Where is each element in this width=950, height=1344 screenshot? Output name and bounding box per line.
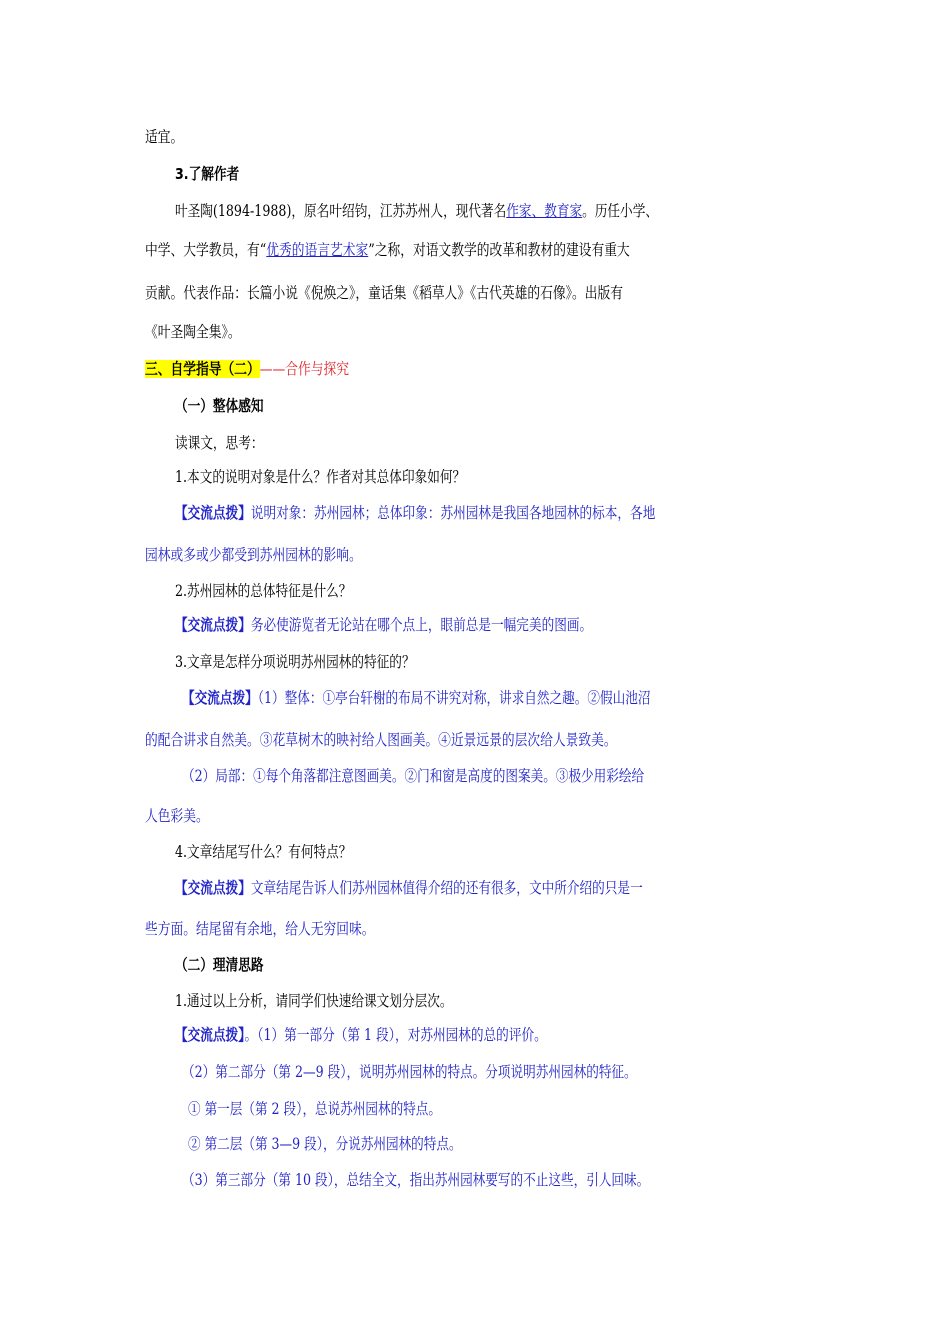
text: 。历任小学、 xyxy=(582,202,658,220)
text: 中学、大学教员，有“ xyxy=(145,241,267,259)
author-profession-link[interactable]: 作家、教育家 xyxy=(506,202,583,220)
answer-tag: 【交流点拨】 xyxy=(175,616,251,634)
answer-line xyxy=(175,615,807,635)
section-heading-self-study xyxy=(145,359,807,379)
paragraph-line xyxy=(145,322,807,342)
question-line xyxy=(175,581,807,601)
subsection-heading xyxy=(175,955,807,975)
paragraph-line xyxy=(175,201,807,221)
question-text: 2.苏州园林的总体特征是什么？ xyxy=(175,582,352,600)
answer-line xyxy=(182,688,807,708)
answer-text: ② 第二层（第 3—9 段），分说苏州园林的特点。 xyxy=(188,1135,462,1153)
answer-text: 人色彩美。 xyxy=(145,807,209,825)
answer-text: 说明对象：苏州园林；总体印象：苏州园林是我国各地园林的标本，各地 xyxy=(250,504,656,522)
answer-text: 的配合讲求自然美。③花草树木的映衬给人图画美。④近景远景的层次给人景致美。 xyxy=(145,731,617,749)
answer-line xyxy=(182,1170,807,1190)
text: 适宜。 xyxy=(145,128,184,146)
answer-line xyxy=(145,730,807,750)
question-text: 1.本文的说明对象是什么？作者对其总体印象如何？ xyxy=(175,468,466,486)
answer-tag: 【交流点拨】 xyxy=(175,1026,245,1044)
question-text: 4.文章结尾写什么？有何特点？ xyxy=(175,843,352,861)
answer-line xyxy=(145,806,807,826)
answer-text: ① 第一层（第 2 段），总说苏州园林的特点。 xyxy=(188,1100,441,1118)
answer-line xyxy=(182,766,807,786)
answer-text: （1）整体：①亭台轩榭的布局不讲究对称，讲求自然之趣。②假山池沼 xyxy=(257,689,651,707)
answer-text: （3）第三部分（第 10 段），总结全文，指出苏州园林要写的不止这些，引人回味。 xyxy=(182,1171,650,1189)
text: 《叶圣陶全集》。 xyxy=(145,323,241,341)
answer-line xyxy=(188,1134,807,1154)
section-heading-author xyxy=(175,164,807,184)
answer-text: 务必使游览者无论站在哪个点上，眼前总是一幅完美的图画。 xyxy=(250,616,593,634)
language-artist-link[interactable]: 优秀的语言艺术家 xyxy=(266,241,369,259)
answer-line xyxy=(175,878,807,898)
answer-line xyxy=(175,1025,807,1045)
heading-text: （二）理清思路 xyxy=(175,956,264,974)
question-line xyxy=(175,652,807,672)
answer-tag: 【交流点拨】 xyxy=(175,879,251,897)
paragraph-line xyxy=(175,433,807,453)
paragraph-line xyxy=(145,283,807,303)
question-text: 3.文章是怎样分项说明苏州园林的特征的？ xyxy=(175,653,415,671)
question-line xyxy=(175,842,807,862)
answer-text: 些方面。结尾留有余地，给人无穷回味。 xyxy=(145,920,375,938)
answer-line xyxy=(145,919,807,939)
question-line xyxy=(175,991,807,1011)
text: ”之称，对语文教学的改革和教材的建设有重大 xyxy=(368,241,630,259)
answer-line xyxy=(182,1062,807,1082)
text: 叶圣陶(1894-1988)，原名叶绍钧，江苏苏州人，现代著名 xyxy=(175,202,507,220)
highlighted-heading: 三、自学指导（二） xyxy=(145,360,260,378)
heading-text: （一）整体感知 xyxy=(175,397,264,415)
answer-text: 文章结尾告诉人们苏州园林值得介绍的还有很多，文中所介绍的只是一 xyxy=(250,879,643,897)
heading-text: 3.了解作者 xyxy=(175,165,240,183)
heading-subtitle: ——合作与探究 xyxy=(259,360,349,378)
answer-text: （2）第二部分（第 2—9 段），说明苏州园林的特点。分项说明苏州园林的特征。 xyxy=(182,1063,637,1081)
answer-text: 。（1）第一部分（第 1 段），对苏州园林的总的评价。 xyxy=(244,1026,547,1044)
answer-text: 园林或多或少都受到苏州园林的影响。 xyxy=(145,546,362,564)
answer-tag: 【交流点拨】 xyxy=(182,689,258,707)
paragraph-line xyxy=(145,240,807,260)
answer-tag: 【交流点拨】 xyxy=(175,504,251,522)
answer-line xyxy=(188,1099,807,1119)
question-text: 1.通过以上分析，请同学们快速给课文划分层次。 xyxy=(175,992,453,1010)
text: 读课文，思考： xyxy=(175,434,264,452)
paragraph-line xyxy=(145,127,807,147)
subsection-heading xyxy=(175,396,807,416)
question-line xyxy=(175,467,807,487)
answer-text: （2）局部：①每个角落都注意图画美。②门和窗是高度的图案美。③极少用彩绘给 xyxy=(182,767,645,785)
answer-line xyxy=(175,503,807,523)
answer-line xyxy=(145,545,807,565)
text: 贡献。代表作品：长篇小说《倪焕之》，童话集《稻草人》《古代英雄的石像》。出版有 xyxy=(145,284,624,302)
